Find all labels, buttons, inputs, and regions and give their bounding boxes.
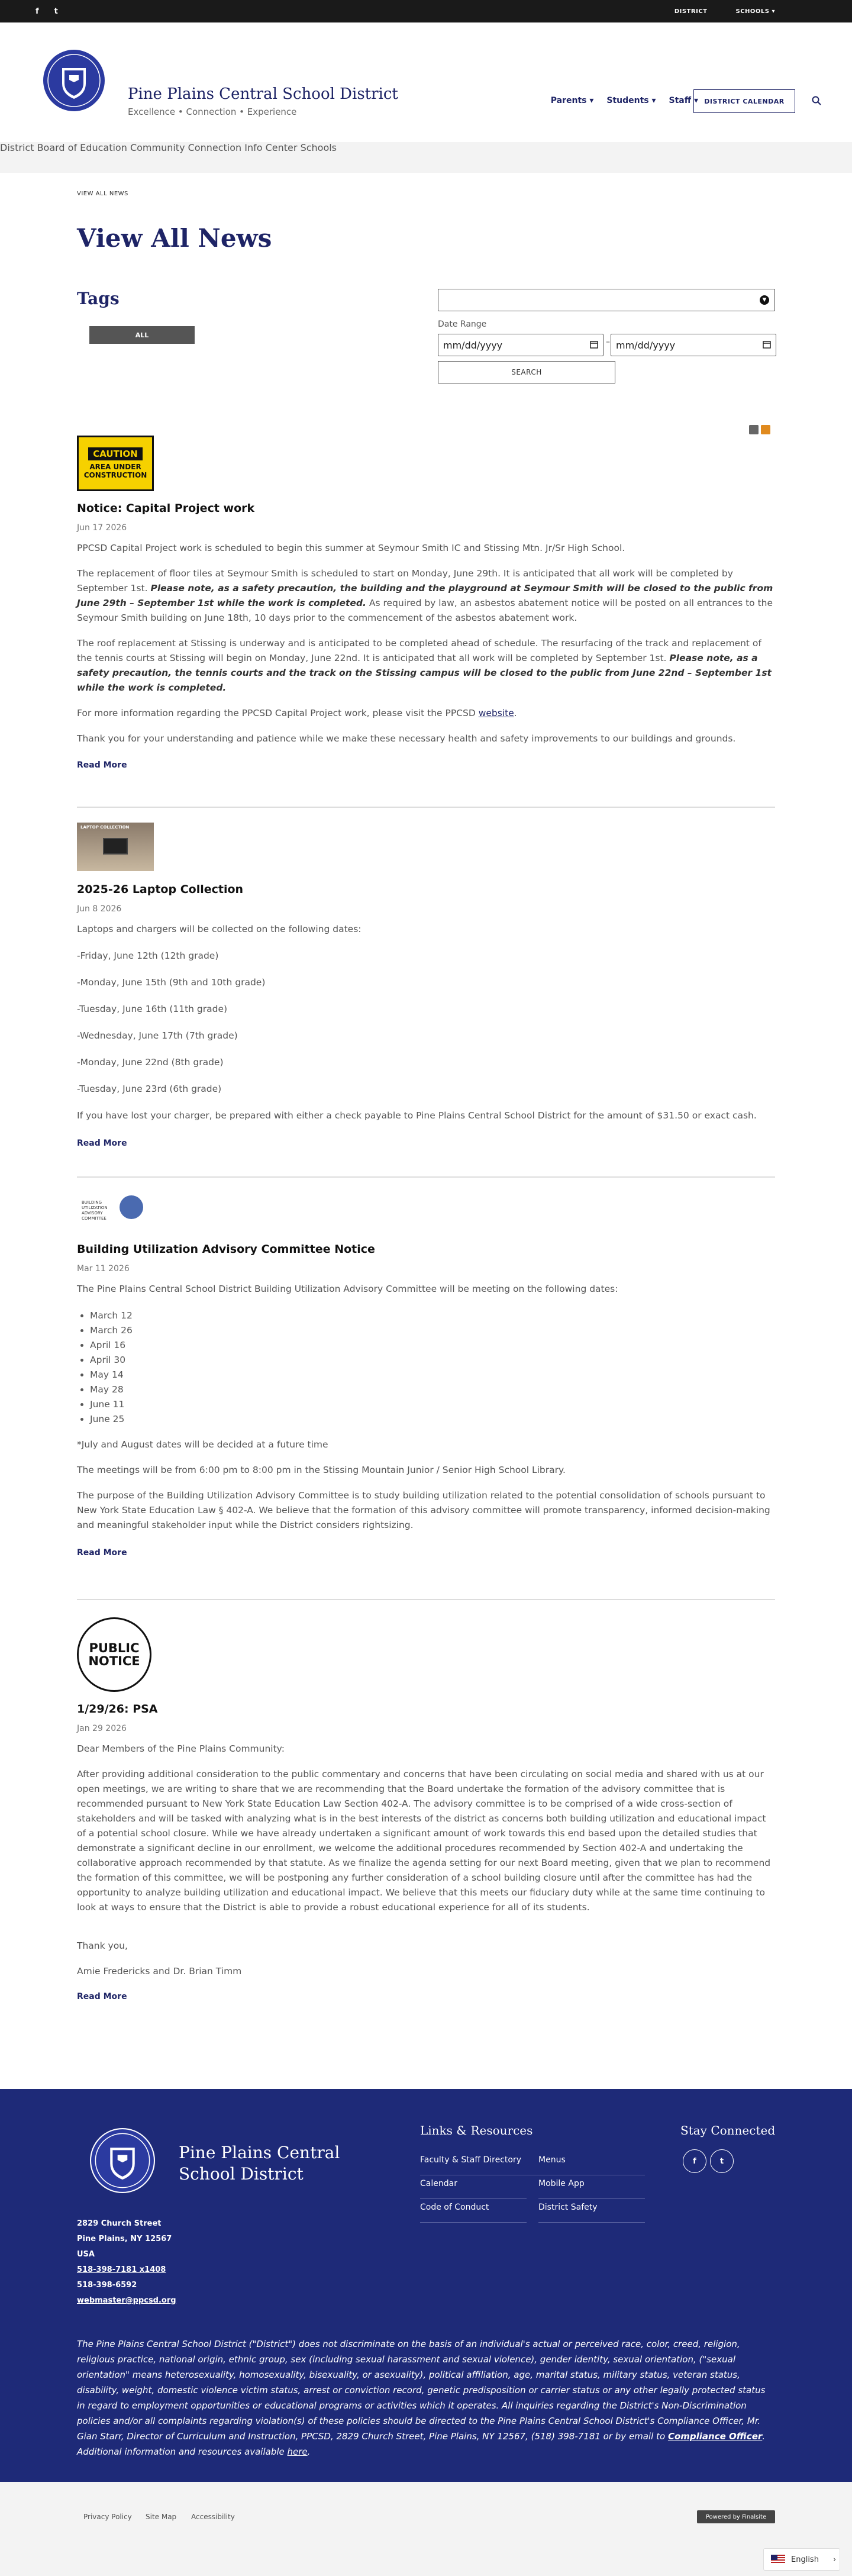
calendar-icon — [763, 340, 771, 351]
district-logo[interactable] — [43, 49, 105, 112]
footer-link[interactable]: Menus — [538, 2155, 645, 2175]
end-date-input[interactable] — [611, 334, 776, 356]
meeting-date: • May 28 — [90, 1382, 775, 1397]
nav-community-connection[interactable]: Community Connection — [130, 142, 242, 153]
meeting-dates-list — [77, 1308, 775, 1427]
language-label: English — [791, 2555, 819, 2564]
news-item — [77, 823, 775, 1148]
people-icon — [120, 1195, 143, 1219]
meeting-date: • May 14 — [90, 1368, 775, 1382]
read-more-link[interactable]: Read More — [77, 1139, 127, 1148]
news-date: Jun 17 2026 — [77, 523, 127, 533]
news-paragraph: The purpose of the Building Utilization Advisory Committee is to study building utilization related to the potential consolidation of schools pursuant to New York State Education Law § 402-A. We believe that the formation of this advisory committee will promote transparency, informed decision-making and meaningful stakeholder input while the District considers rightsizing. — [77, 1490, 770, 1530]
news-text: For more information regarding the PPCSD Capital Project work, please visit the PPCSD — [77, 708, 476, 718]
news-signers: Amie Fredericks and Dr. Brian Timm — [77, 1966, 242, 1977]
tags-heading: Tags — [77, 289, 120, 308]
news-emphasis: Please note, as a safety precaution, the building and the playground at Seymour Smith will be closed to the public from June 29th – September 1st while the work is completed. — [77, 583, 773, 608]
social-links — [36, 7, 58, 16]
chevron-down-icon: ▼ — [760, 295, 769, 305]
read-more-link[interactable]: Read More — [77, 1548, 127, 1558]
address-country: USA — [77, 2250, 95, 2259]
date-separator: – — [606, 337, 610, 347]
collection-date: -Wednesday, June 17th (7th grade) — [77, 1030, 238, 1041]
public-notice-image[interactable] — [77, 1617, 151, 1692]
divider — [77, 1176, 775, 1178]
twitter-icon[interactable]: t — [710, 2149, 734, 2173]
site-title[interactable]: Pine Plains Central School District — [128, 85, 398, 103]
news-paragraph: For more information regarding the PPCSD Capital Project work, please visit the PPCSD website. — [77, 708, 517, 718]
news-paragraph: Dear Members of the Pine Plains Community: — [77, 1743, 285, 1754]
nav-info-center[interactable]: Info Center — [244, 142, 298, 153]
footer-logo[interactable] — [90, 2128, 155, 2195]
news-paragraph: PPCSD Capital Project work is scheduled to begin this summer at Seymour Smith IC and Stissing Mtn. Jr/Sr High School. — [77, 543, 625, 553]
district-link[interactable]: DISTRICT — [674, 8, 708, 15]
laptop-icon — [103, 838, 128, 855]
end-date-placeholder: mm/dd/yyyy — [616, 339, 676, 351]
collection-date: -Monday, June 15th (9th and 10th grade) — [77, 977, 266, 988]
legal-text: . Additional information and resources available — [77, 2431, 766, 2457]
site-header — [0, 22, 852, 142]
read-more-link[interactable]: Read More — [77, 760, 127, 770]
compliance-officer-link[interactable]: Compliance Officer — [667, 2431, 763, 2442]
meeting-date: • April 16 — [90, 1338, 775, 1353]
facebook-icon[interactable]: f — [36, 7, 39, 16]
social-heading: Stay Connected — [680, 2123, 776, 2137]
address-city: Pine Plains, NY 12567 — [77, 2235, 172, 2243]
us-flag-icon — [771, 2555, 785, 2564]
breadcrumb[interactable]: VIEW ALL NEWS — [77, 191, 128, 197]
nav-board-of-education[interactable]: Board of Education — [37, 142, 127, 153]
news-date: Jun 8 2026 — [77, 904, 122, 914]
news-date: Mar 11 2026 — [77, 1264, 130, 1274]
caution-sign-image[interactable] — [77, 436, 154, 491]
footer-title: Pine Plains Central School District — [179, 2143, 340, 2184]
search-icon[interactable] — [812, 96, 821, 108]
powered-by-badge[interactable]: Powered by Finalsite — [697, 2510, 775, 2523]
links-heading: Links & Resources — [420, 2123, 533, 2137]
start-date-input[interactable] — [438, 334, 604, 356]
news-title[interactable]: Notice: Capital Project work — [77, 502, 255, 515]
footer-address — [77, 2216, 176, 2309]
utility-nav — [674, 8, 775, 15]
caution-sign-line2: CONSTRUCTION — [83, 471, 147, 479]
committee-logo-image[interactable] — [77, 1192, 154, 1233]
news-paragraph — [77, 566, 775, 626]
footer-link[interactable]: Mobile App — [538, 2179, 645, 2199]
start-date-placeholder: mm/dd/yyyy — [443, 339, 503, 351]
news-paragraph — [77, 636, 775, 695]
news-title[interactable]: 2025-26 Laptop Collection — [77, 883, 244, 896]
public-notice-line2: NOTICE — [88, 1654, 140, 1668]
staff-menu[interactable]: Staff ▾ — [669, 96, 698, 105]
news-item — [77, 1192, 775, 1558]
news-item — [77, 1617, 775, 2001]
read-more-link[interactable]: Read More — [77, 1992, 127, 2001]
committee-logo-line1: BUILDING — [82, 1200, 102, 1205]
language-selector[interactable] — [763, 2548, 840, 2571]
news-text: As required by law, an asbestos abatement notice will be posted on all entrances to the Seymour Smith building on June 18th, 10 days prior to the commencement of the asbestos abatement work. — [77, 598, 773, 623]
date-range-label: Date Range — [438, 320, 487, 329]
meeting-date: • March 12 — [90, 1308, 775, 1323]
calendar-icon — [590, 340, 598, 351]
news-paragraph: Laptops and chargers will be collected on the following dates: — [77, 924, 362, 934]
search-button[interactable]: SEARCH — [438, 361, 615, 383]
collection-date: -Monday, June 22nd (8th grade) — [77, 1057, 224, 1068]
news-paragraph: Thank you for your understanding and patience while we make these necessary health and safety improvements to our buildings and grounds. — [77, 733, 736, 744]
students-menu[interactable]: Students ▾ — [606, 96, 656, 105]
news-title[interactable]: 1/29/26: PSA — [77, 1703, 158, 1716]
site-map-link[interactable]: Site Map — [146, 2513, 177, 2521]
footer-link[interactable]: Calendar — [420, 2179, 527, 2199]
news-paragraph: If you have lost your charger, be prepared with either a check payable to Pine Plains Central School District for the amount of $31.50 or exact cash. — [77, 1110, 757, 1121]
facebook-icon[interactable]: f — [683, 2149, 706, 2173]
news-date: Jan 29 2026 — [77, 1724, 127, 1733]
nav-district[interactable]: District — [0, 142, 34, 153]
site-footer — [0, 2089, 852, 2482]
nav-schools[interactable]: Schools — [300, 142, 337, 153]
meeting-date: • June 25 — [90, 1412, 775, 1427]
news-paragraph: Thank you, — [77, 1940, 128, 1951]
address-street: 2829 Church Street — [77, 2219, 162, 2228]
tag-all-button[interactable]: ALL — [89, 326, 195, 344]
news-text: The roof replacement at Stissing is underway and is anticipated to be completed ahead of schedule. The resurfacing of the track and replacement of the tennis courts at Stissing will begin on Monday, June 22nd. It is anticipated that all work will be completed by September 1st. — [77, 638, 761, 663]
laptop-collection-caption: LAPTOP COLLECTION — [80, 825, 130, 830]
meeting-date: • March 26 — [90, 1323, 775, 1338]
meeting-date: • April 30 — [90, 1353, 775, 1368]
chevron-right-icon: › — [832, 2555, 837, 2564]
collection-date: -Friday, June 12th (12th grade) — [77, 950, 219, 961]
non-discrimination-notice — [77, 2336, 775, 2459]
news-title[interactable]: Building Utilization Advisory Committee Notice — [77, 1243, 375, 1256]
collection-date: -Tuesday, June 16th (11th grade) — [77, 1004, 228, 1014]
committee-logo-line4: COMMITTEE — [82, 1216, 106, 1221]
fax-number: 518-398-6592 — [77, 2281, 137, 2290]
footer-link[interactable]: District Safety — [538, 2203, 645, 2223]
legal-text: . — [307, 2446, 311, 2457]
bottom-bar — [0, 2482, 852, 2576]
caution-sign-heading: CAUTION — [88, 447, 142, 460]
public-notice-line1: PUBLIC — [89, 1641, 140, 1655]
utility-bar — [0, 0, 852, 22]
parents-menu[interactable]: Parents ▾ — [550, 96, 594, 105]
phone-link[interactable]: 518-398-7181 x1408 — [77, 2265, 166, 2274]
notification-icon[interactable] — [761, 425, 770, 434]
schools-dropdown[interactable]: SCHOOLS ▾ — [735, 8, 775, 15]
news-paragraph: *July and August dates will be decided at a future time — [77, 1439, 328, 1450]
accessibility-link[interactable]: Accessibility — [191, 2513, 235, 2521]
privacy-policy-link[interactable]: Privacy Policy — [83, 2513, 132, 2521]
tag-select[interactable] — [438, 289, 775, 311]
page-title: View All News — [77, 224, 272, 253]
laptop-collection-image[interactable] — [77, 823, 154, 871]
main-nav — [0, 142, 852, 173]
district-calendar-button[interactable]: DISTRICT CALENDAR — [693, 89, 795, 113]
email-link[interactable]: webmaster@ppcsd.org — [77, 2296, 176, 2305]
website-link[interactable]: website — [478, 708, 514, 718]
feed-icons — [749, 425, 770, 434]
news-paragraph: After providing additional consideration to the public commentary and concerns that have been circulating on social media and shared with us at our open meetings, we are writing to share that we are recommending that the Board undertake the formation of the advisory committee that is recommended pursuant to New York State Education Law Section 402-A. The advisory committee is to be comprised of a wide cross-section of stakeholders and will be tasked with analyzing what is in the best interests of the district as concerns both building utilization and educational impact of a potential school closure. While we have already undertaken a significant amount of work towards this end based upon the detailed studies that demonstrate a significant decline in our enrollment, we welcome the additional procedures recommended by Section 402-A and undertaking the collaborative approach recommended by that statute. As we finalize the agenda setting for our next Board meeting, given that we plan to recommend the formation of this committee, we will be postponing any further consideration of a school building closure until after the committee has had the opportunity to analyze building utilization and educational impact. We believe that this meets our fiduciary duty while at the same time continuing to look at ways to ensure that the District is able to provide a robust educational experience for all of its students. — [77, 1769, 771, 1913]
footer-link[interactable]: Code of Conduct — [420, 2203, 527, 2223]
rss-icon[interactable] — [749, 425, 759, 434]
divider — [77, 807, 775, 808]
collection-date: -Tuesday, June 23rd (6th grade) — [77, 1084, 222, 1094]
news-item — [77, 436, 775, 770]
audience-nav — [551, 96, 698, 105]
news-paragraph: The Pine Plains Central School District Building Utilization Advisory Committee will be meeting on the following dates: — [77, 1284, 618, 1294]
meeting-date: • June 11 — [90, 1397, 775, 1412]
caution-sign-line1: AREA UNDER — [89, 463, 141, 471]
twitter-icon[interactable]: t — [54, 7, 58, 16]
committee-logo-line2: UTILIZATION — [82, 1205, 108, 1210]
news-emphasis: Please note, as a safety precaution, the tennis courts and the track on the Stissing campus will be closed to the public from June 22nd – September 1st while the work is completed. — [77, 653, 772, 693]
resources-link[interactable]: here — [287, 2446, 308, 2457]
site-tagline: Excellence • Connection • Experience — [128, 107, 297, 117]
news-paragraph: The meetings will be from 6:00 pm to 8:00 pm in the Stissing Mountain Junior / Senior High School Library. — [77, 1465, 566, 1475]
news-text: The replacement of floor tiles at Seymour Smith is scheduled to start on Monday, June 29th. It is anticipated that all work will be completed by September 1st. — [77, 568, 733, 594]
committee-logo-line3: ADVISORY — [82, 1211, 103, 1216]
divider — [77, 1599, 775, 1600]
footer-link[interactable]: Faculty & Staff Directory — [420, 2155, 573, 2175]
legal-text: The Pine Plains Central School District ("District") does not discriminate on the basis of an individual's actual or perceived race, color, creed, religion, religious practice, national origin, ethnic group, sex (including sexual harassment and sexual violence), gender identity, sexual orientation, ("sexual orientation" means heterosexuality, homosexuality, bisexuality, or asexuality), political affiliation, age, marital status, military status, veteran status, disability, weight, domestic violence victim status, arrest or conviction record, genetic predisposition or carrier status or any other legally protected status in regard to employment opportunities or educational programs or activities which it operates. All inquiries regarding the District's Non-Discrimination policies and/or all complaints regarding violation(s) of these policies should be directed to the Pine Plains Central School District's Compliance Officer, Mr. Gian Starr, Director of Curriculum and Instruction, PPCSD, 2829 Church Street, Pine Plains, NY 12567, (518) 398-7181 or by email to — [77, 2339, 766, 2442]
